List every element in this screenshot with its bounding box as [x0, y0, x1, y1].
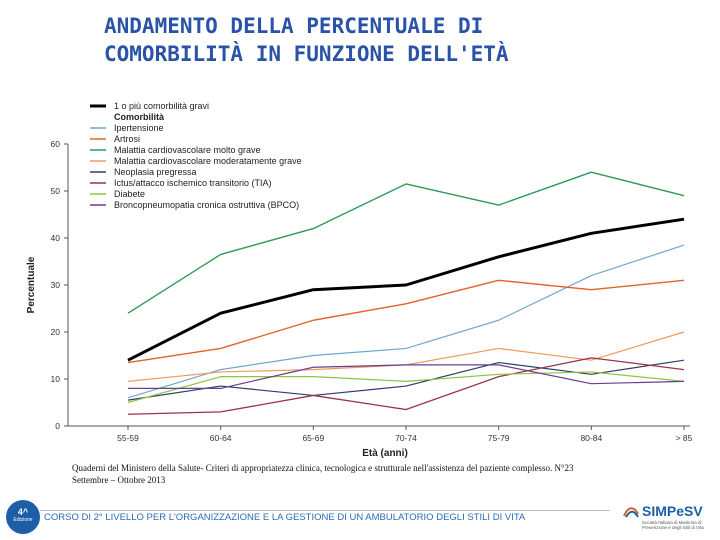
- edition-word: Edizione: [13, 517, 33, 523]
- series-line-3: [128, 172, 684, 313]
- series-line-0: [128, 219, 684, 360]
- x-tick-label: 80-84: [580, 433, 603, 443]
- y-tick-label: 30: [50, 280, 60, 290]
- legend-label: Broncopneumopatia cronica ostruttiva (BPCO): [114, 200, 300, 210]
- x-tick-label: 60-64: [209, 433, 232, 443]
- series-line-5: [128, 360, 684, 400]
- legend-label: Ipertensione: [114, 123, 164, 133]
- brand-subtitle: Società Italiana di Medicina di Prevenzione e degli Stili di Vita: [642, 520, 704, 530]
- legend-label: Malattia cardiovascolare molto grave: [114, 145, 261, 155]
- y-tick-label: 20: [50, 327, 60, 337]
- x-axis: [68, 426, 693, 443]
- y-axis-title: Percentuale: [26, 256, 37, 314]
- y-axis: [51, 139, 68, 431]
- legend-label: Artrosi: [114, 134, 141, 144]
- legend-label: Malattia cardiovascolare moderatamente grave: [114, 156, 302, 166]
- course-title: CORSO DI 2° LIVELLO PER L'ORGANIZZAZIONE E LA GESTIONE DI UN AMBULATORIO DEGLI STILI DI VITA: [44, 512, 526, 523]
- slide-title-line1: ANDAMENTO DELLA PERCENTUALE DI: [104, 14, 484, 38]
- x-tick-label: > 85: [675, 433, 693, 443]
- x-tick-label: 55-59: [117, 433, 139, 443]
- legend: [90, 101, 302, 210]
- x-tick-label: 65-69: [302, 433, 325, 443]
- y-tick-label: 0: [55, 421, 60, 431]
- series-line-4: [128, 332, 684, 381]
- legend-label: Ictus/attacco ischemico transitorio (TIA): [114, 178, 272, 188]
- citation-line2: Settembre – Ottobre 2013: [72, 475, 166, 485]
- y-tick-label: 40: [50, 233, 60, 243]
- slide-title-line2: COMORBILITÀ IN FUNZIONE DELL'ETÀ: [104, 42, 509, 66]
- legend-label: 1 o più comorbilità gravi: [114, 101, 210, 111]
- legend-label: Neoplasia pregressa: [114, 167, 197, 177]
- x-tick-label: 70-74: [395, 433, 417, 443]
- legend-group-title: Comorbilità: [114, 112, 165, 122]
- edition-number: 4^: [17, 507, 29, 517]
- legend-label: Diabete: [114, 189, 146, 199]
- source-citation: [72, 462, 672, 486]
- y-tick-label: 50: [50, 186, 60, 196]
- brand-logo-icon: [622, 504, 640, 518]
- series-line-1: [128, 245, 684, 398]
- x-tick-label: 75-79: [487, 433, 510, 443]
- y-tick-label: 60: [50, 139, 60, 149]
- series-line-8: [128, 365, 684, 389]
- citation-line1: Quaderni del Ministero della Salute- Criteri di appropriatezza clinica, tecnologica e strutturale nell'assistenza del paziente complesso. N°23: [72, 463, 574, 473]
- footer-divider: [40, 510, 610, 511]
- y-tick-label: 10: [50, 374, 60, 384]
- x-axis-title: Età (anni): [362, 448, 408, 459]
- brand-name: SIMPeSV: [642, 503, 703, 519]
- series-line-2: [128, 280, 684, 362]
- edition-badge: [6, 500, 40, 534]
